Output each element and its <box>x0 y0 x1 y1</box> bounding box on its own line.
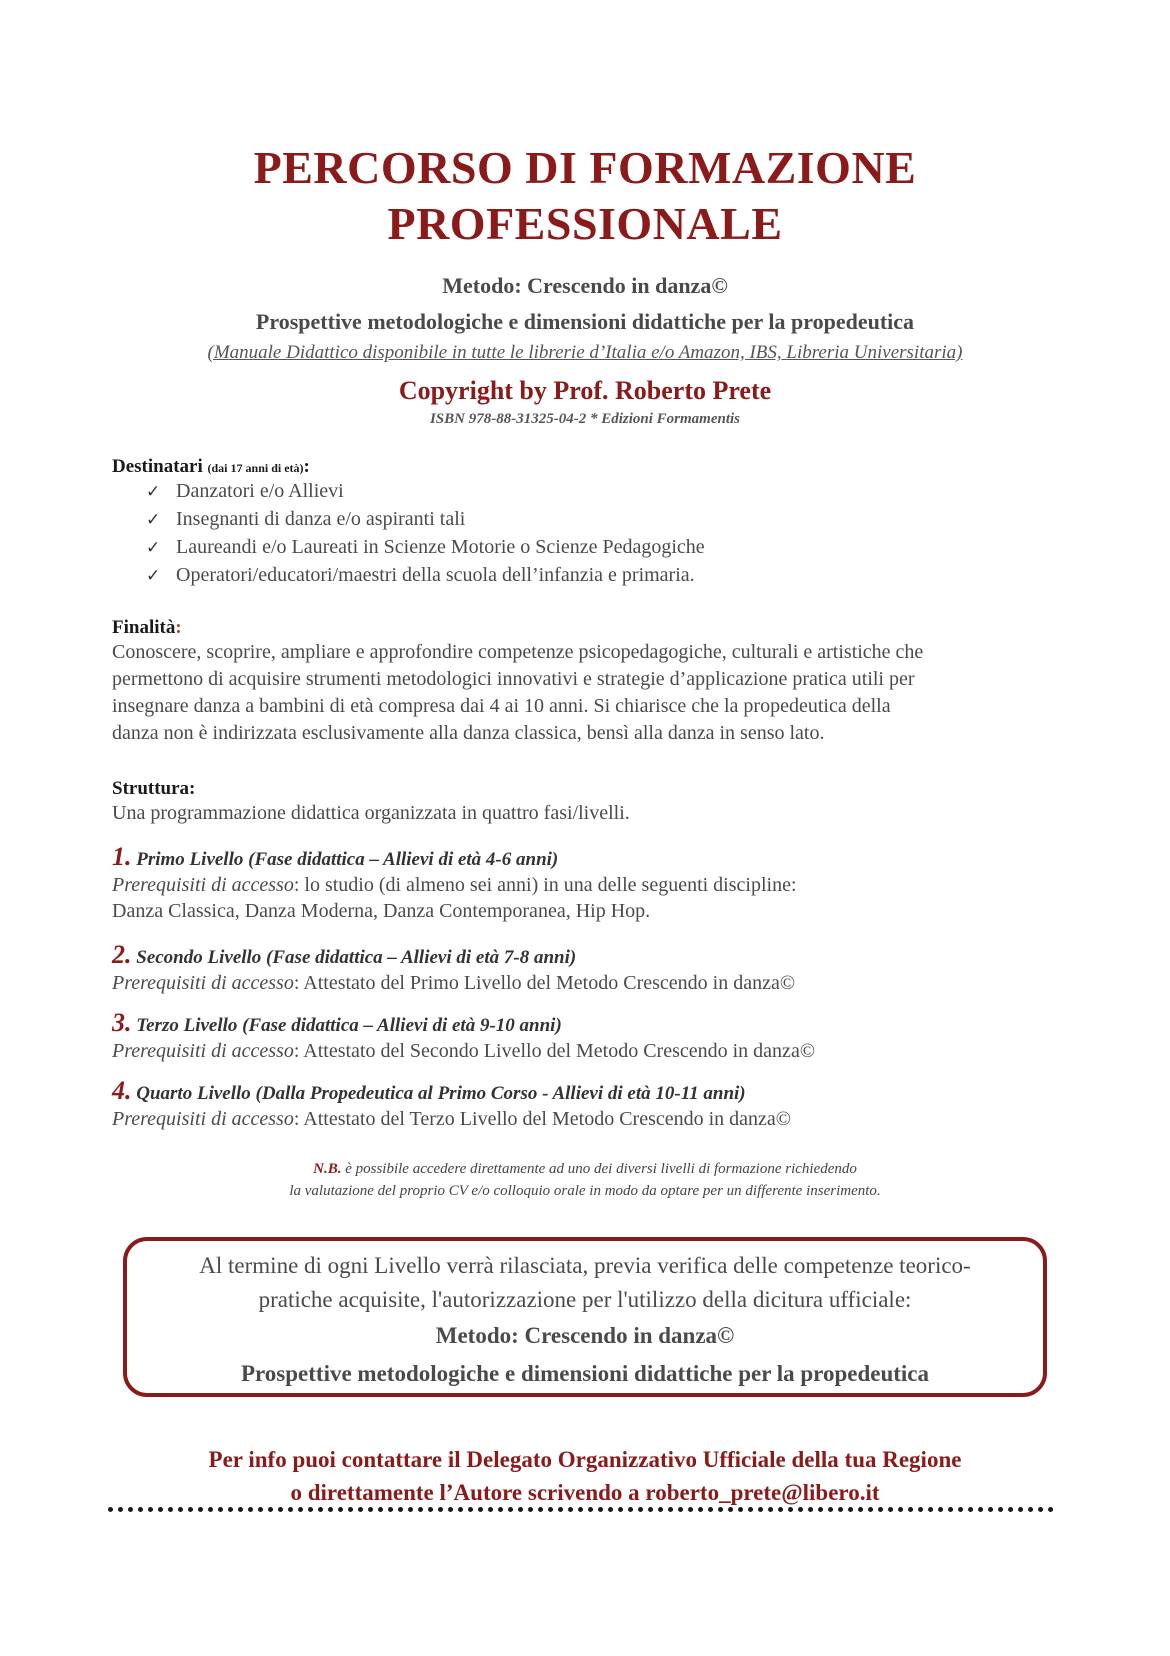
dotted-divider <box>108 1507 1054 1512</box>
list-item-text: Operatori/educatori/maestri della scuola dell’infanzia e primaria. <box>176 564 695 586</box>
destinatari-section <box>112 456 1062 590</box>
level-number: 4. <box>112 1076 132 1105</box>
page-title <box>0 140 1170 252</box>
box-line-2: pratiche acquisite, l'autorizzazione per l'utilizzo della dicitura ufficiale: <box>258 1287 912 1312</box>
level-prereq <box>112 872 1062 898</box>
prereq-label: Prerequisiti di accesso <box>112 874 294 896</box>
finalita-line: insegnare danza a bambini di età compresa dai 4 ai 10 anni. Si chiarisce che la propedeutica della <box>112 695 891 717</box>
title-line-2: PROFESSIONALE <box>387 198 783 249</box>
level-3 <box>112 1008 1062 1064</box>
level-title <box>112 1008 1062 1038</box>
level-1 <box>112 842 1062 924</box>
level-prereq <box>112 970 1062 996</box>
checkmark-icon: ✓ <box>146 538 161 558</box>
nb-line-1 <box>0 1158 1170 1180</box>
prereq-label: Prerequisiti di accesso <box>112 972 294 994</box>
level-title <box>112 842 1062 872</box>
prereq-label: Prerequisiti di accesso <box>112 1108 294 1130</box>
isbn-line: ISBN 978-88-31325-04-2 * Edizioni Formamentis <box>429 411 741 427</box>
prereq-text: : Attestato del Secondo Livello del Metodo Crescendo in danza© <box>293 1040 816 1062</box>
info-line-2: o direttamente l’Autore scrivendo a roberto_prete@libero.it <box>290 1480 880 1505</box>
nb-line-2: la valutazione del proprio CV e/o colloquio orale in modo da optare per un differente inserimento. <box>289 1183 881 1199</box>
struttura-text: Una programmazione didattica organizzata in quattro fasi/livelli. <box>112 802 630 824</box>
checkmark-icon: ✓ <box>146 482 161 502</box>
list-item <box>146 506 1062 534</box>
prereq-label: Prerequisiti di accesso <box>112 1040 294 1062</box>
destinatari-heading <box>112 456 1062 478</box>
finalita-heading <box>112 617 1062 639</box>
nb-text-1: è possibile accedere direttamente ad uno dei diversi livelli di formazione richiedendo <box>341 1161 857 1177</box>
title-line-1: PERCORSO DI FORMAZIONE <box>253 142 917 193</box>
subtitle-block <box>0 268 1170 340</box>
level-title-text: Terzo Livello (Fase didattica – Allievi di età 9-10 anni) <box>136 1015 562 1036</box>
box-prospettive: Prospettive metodologiche e dimensioni didattiche per la propedeutica <box>240 1361 930 1386</box>
list-item <box>146 534 1062 562</box>
list-item-text: Laureandi e/o Laureati in Scienze Motorie o Scienze Pedagogiche <box>176 536 705 558</box>
destinatari-list <box>112 478 1062 590</box>
finalita-section <box>112 617 1062 747</box>
info-line-1: Per info puoi contattare il Delegato Organizzativo Ufficiale della tua Regione <box>208 1447 962 1472</box>
prereq-text: : Attestato del Primo Livello del Metodo Crescendo in danza© <box>293 972 796 994</box>
nb-label: N.B. <box>313 1161 342 1177</box>
prereq-text: : Attestato del Terzo Livello del Metodo Crescendo in danza© <box>293 1108 792 1130</box>
destinatari-label: Destinatari <box>112 456 203 477</box>
struttura-heading: Struttura: <box>112 778 196 799</box>
level-title <box>112 940 1062 970</box>
prereq-text: : lo studio (di almeno sei anni) in una delle seguenti discipline: <box>293 874 797 896</box>
checkmark-icon: ✓ <box>146 566 161 586</box>
list-item-text: Insegnanti di danza e/o aspiranti tali <box>176 508 466 530</box>
finalita-label: Finalità <box>112 617 176 638</box>
level-prereq <box>112 1106 1062 1132</box>
level-title-text: Secondo Livello (Fase didattica – Allievi di età 7-8 anni) <box>136 947 577 968</box>
certification-box <box>123 1237 1047 1397</box>
manuale-note: (Manuale Didattico disponibile in tutte le librerie d’Italia e/o Amazon, IBS, Libreria Universitaria) <box>207 342 963 363</box>
checkmark-icon: ✓ <box>146 510 161 530</box>
level-extra: Danza Classica, Danza Moderna, Danza Contemporanea, Hip Hop. <box>112 900 651 922</box>
nb-note <box>0 1158 1170 1202</box>
prospettive-subtitle: Prospettive metodologiche e dimensioni didattiche per la propedeutica <box>255 309 915 334</box>
contact-info <box>0 1443 1170 1509</box>
level-title-text: Quarto Livello (Dalla Propedeutica al Primo Corso - Allievi di età 10-11 anni) <box>136 1083 746 1104</box>
level-4 <box>112 1076 1062 1132</box>
destinatari-colon: : <box>303 456 310 477</box>
finalita-line: Conoscere, scoprire, ampliare e approfondire competenze psicopedagogiche, culturali e artistiche che <box>112 641 924 663</box>
list-item <box>146 562 1062 590</box>
box-metodo: Metodo: Crescendo in danza© <box>435 1323 735 1348</box>
list-item-text: Danzatori e/o Allievi <box>176 480 344 502</box>
level-number: 3. <box>112 1008 132 1037</box>
struttura-section <box>112 778 1062 827</box>
level-title <box>112 1076 1062 1106</box>
level-number: 1. <box>112 842 132 871</box>
finalita-paragraph <box>112 639 1062 747</box>
level-2 <box>112 940 1062 996</box>
finalita-line: danza non è indirizzata esclusivamente alla danza classica, bensì alla danza in senso lato. <box>112 722 825 744</box>
destinatari-age-note: (dai 17 anni di età) <box>207 461 304 475</box>
list-item <box>146 478 1062 506</box>
level-prereq <box>112 1038 1062 1064</box>
finalita-line: permettono di acquisire strumenti metodologici innovativi e strategie d’applicazione pratica utili per <box>112 668 915 690</box>
level-title-text: Primo Livello (Fase didattica – Allievi di età 4-6 anni) <box>136 849 559 870</box>
box-line-1: Al termine di ogni Livello verrà rilasciata, previa verifica delle competenze teorico- <box>199 1253 971 1278</box>
level-number: 2. <box>112 940 132 969</box>
copyright-line: Copyright by Prof. Roberto Prete <box>398 376 772 405</box>
box-text <box>127 1249 1043 1317</box>
metodo-subtitle: Metodo: Crescendo in danza© <box>442 273 728 298</box>
finalita-colon: : <box>175 617 182 638</box>
